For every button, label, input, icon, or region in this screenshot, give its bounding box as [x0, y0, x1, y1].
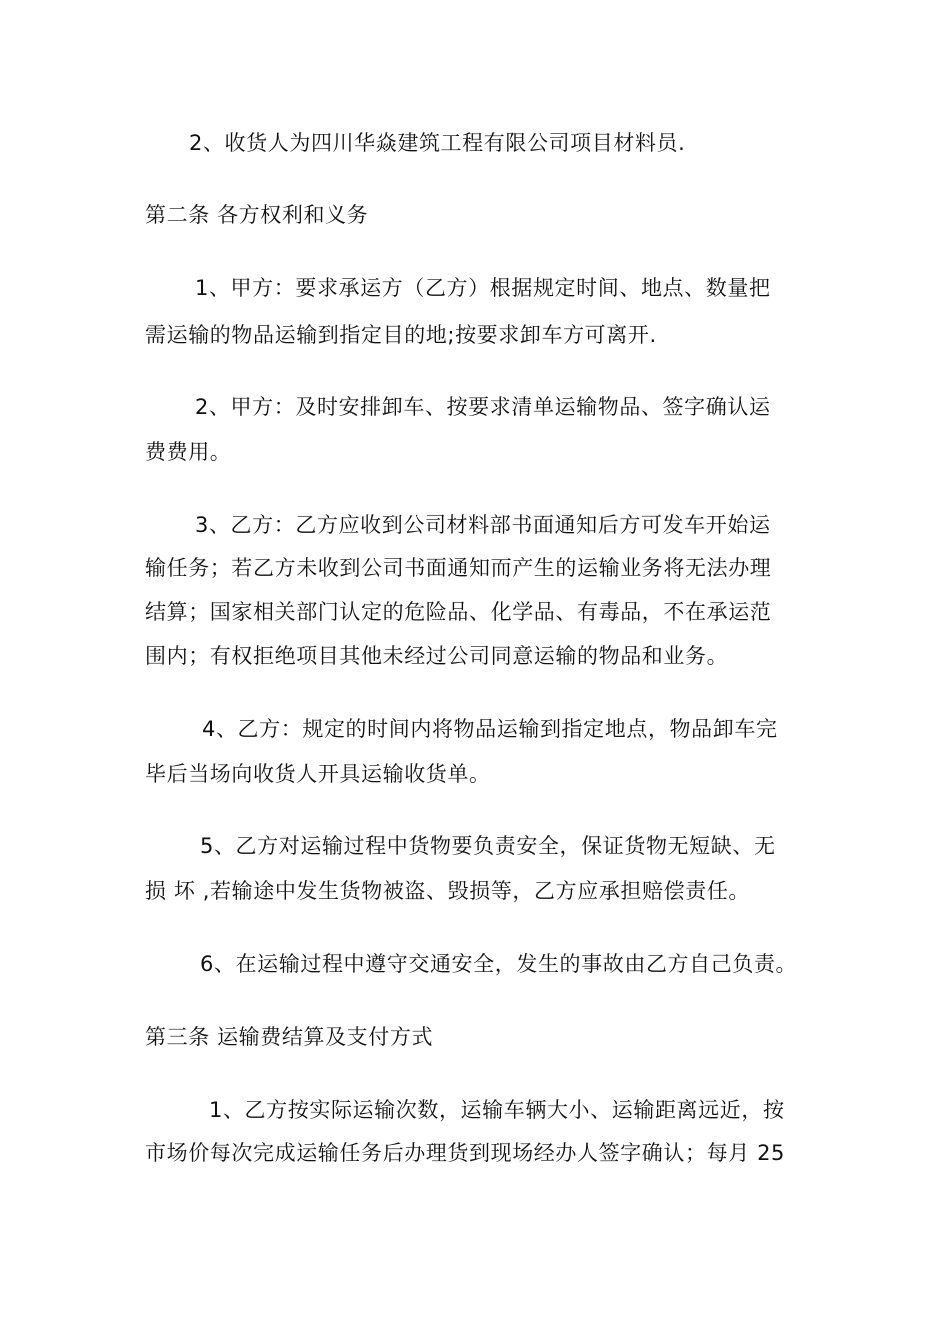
article-2-item-3-line-2: 输任务；若乙方未收到公司书面通知而产生的运输业务将无法办理 — [145, 556, 772, 580]
article-2-item-5-line-2: 损 坏 ,若输途中发生货物被盗、毁损等，乙方应承担赔偿责任。 — [145, 879, 751, 903]
article-2-item-6: 6、在运输过程中遵守交通安全，发生的事故由乙方自己负责。 — [200, 952, 798, 976]
article-3-item-1-line-2: 市场价每次完成运输任务后办理货到现场经办人签字确认；每月 25 — [145, 1141, 785, 1165]
article-2-item-4-line-1: 4、乙方：规定的时间内将物品运输到指定地点，物品卸车完 — [202, 717, 778, 741]
article-2-item-4-line-2: 毕后当场向收货人开具运输收货单。 — [145, 762, 491, 786]
article-2-item-3-line-1: 3、乙方：乙方应收到公司材料部书面通知后方可发车开始运 — [195, 513, 771, 537]
article-2-item-2-line-2: 费费用。 — [145, 440, 232, 464]
article-2-item-5-line-1: 5、乙方对运输过程中货物要负责安全，保证货物无短缺、无 — [200, 834, 776, 858]
article-3-item-1-line-1: 1、乙方按实际运输次数，运输车辆大小、运输距离远近，按 — [209, 1098, 785, 1122]
article-2-item-1-line-2: 需运输的物品运输到指定目的地;按要求卸车方可离开. — [145, 323, 657, 347]
clause-1-item-2: 2、收货人为四川华焱建筑工程有限公司项目材料员. — [189, 131, 686, 155]
article-2-item-2-line-1: 2、甲方：及时安排卸车、按要求清单运输物品、签字确认运 — [195, 395, 771, 419]
article-2-heading: 第二条 各方权利和义务 — [145, 203, 369, 227]
article-2-item-1-line-1: 1、甲方：要求承运方（乙方）根据规定时间、地点、数量把 — [195, 276, 771, 300]
article-3-heading: 第三条 运输费结算及支付方式 — [145, 1025, 434, 1049]
article-2-item-3-line-4: 围内；有权拒绝项目其他未经过公司同意运输的物品和业务。 — [145, 644, 729, 668]
article-2-item-3-line-3: 结算；国家相关部门认定的危险品、化学品、有毒品，不在承运范 — [145, 600, 772, 624]
